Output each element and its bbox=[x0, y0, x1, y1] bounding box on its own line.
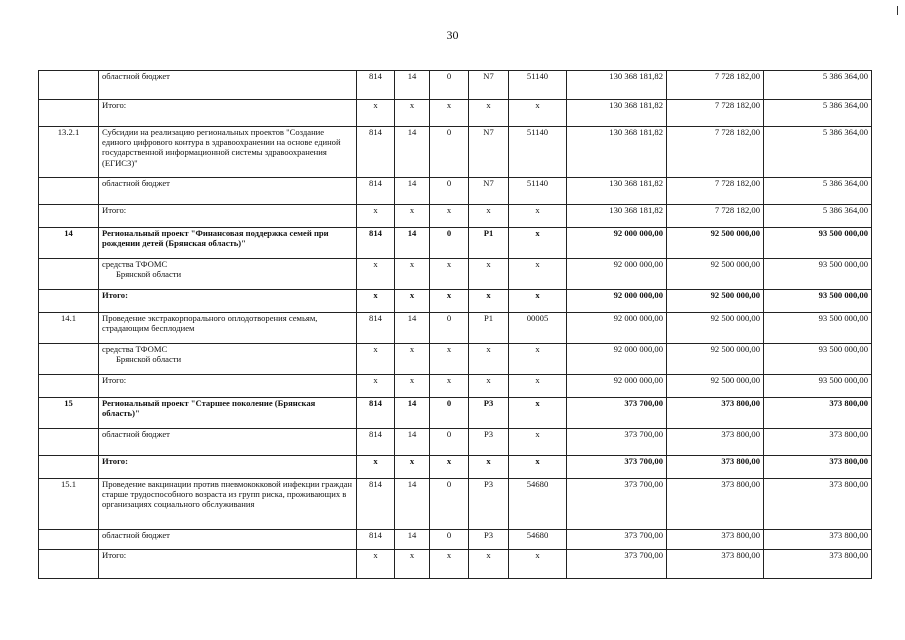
amount-year-1: 373 700,00 bbox=[567, 530, 667, 550]
row-index bbox=[39, 205, 99, 228]
description-text: областной бюджет bbox=[102, 530, 170, 540]
code-program: x bbox=[430, 259, 469, 290]
row-index: 15 bbox=[39, 398, 99, 429]
table-row bbox=[39, 71, 872, 100]
row-description bbox=[99, 456, 357, 479]
code-project: P3 bbox=[469, 530, 509, 550]
row-description bbox=[99, 344, 357, 375]
amount-year-2: 373 800,00 bbox=[667, 398, 764, 429]
code-ministry: x bbox=[357, 100, 395, 127]
code-expense: 51140 bbox=[509, 127, 567, 178]
amount-year-2: 7 728 182,00 bbox=[667, 178, 764, 205]
code-project: x bbox=[469, 290, 509, 313]
code-project: N7 bbox=[469, 127, 509, 178]
table-row bbox=[39, 344, 872, 375]
table-row bbox=[39, 550, 872, 579]
code-section: x bbox=[395, 290, 430, 313]
code-program: x bbox=[430, 290, 469, 313]
description-text: Итого: bbox=[102, 290, 128, 300]
amount-year-1: 130 368 181,82 bbox=[567, 205, 667, 228]
code-section: x bbox=[395, 375, 430, 398]
code-ministry: 814 bbox=[357, 127, 395, 178]
table-row bbox=[39, 398, 872, 429]
row-index bbox=[39, 429, 99, 456]
code-ministry: x bbox=[357, 344, 395, 375]
amount-year-3: 373 800,00 bbox=[764, 479, 872, 530]
amount-year-3: 373 800,00 bbox=[764, 550, 872, 579]
row-index bbox=[39, 100, 99, 127]
amount-year-1: 130 368 181,82 bbox=[567, 127, 667, 178]
amount-year-3: 93 500 000,00 bbox=[764, 259, 872, 290]
code-program: 0 bbox=[430, 479, 469, 530]
row-index: 14 bbox=[39, 228, 99, 259]
code-project: x bbox=[469, 456, 509, 479]
amount-year-1: 92 000 000,00 bbox=[567, 228, 667, 259]
amount-year-3: 373 800,00 bbox=[764, 429, 872, 456]
amount-year-1: 92 000 000,00 bbox=[567, 290, 667, 313]
code-section: x bbox=[395, 100, 430, 127]
amount-year-2: 373 800,00 bbox=[667, 530, 764, 550]
code-expense: x bbox=[509, 550, 567, 579]
row-description bbox=[99, 290, 357, 313]
amount-year-2: 7 728 182,00 bbox=[667, 127, 764, 178]
amount-year-2: 373 800,00 bbox=[667, 550, 764, 579]
code-program: 0 bbox=[430, 71, 469, 100]
code-project: x bbox=[469, 259, 509, 290]
table-row bbox=[39, 429, 872, 456]
amount-year-3: 373 800,00 bbox=[764, 456, 872, 479]
description-text: Субсидии на реализацию региональных проектов "Создание единого цифрового контура в здравоохранении на основе единой государственной информационной системы здравоохранения (ЕГИСЗ)" bbox=[102, 127, 341, 168]
budget-table bbox=[38, 70, 872, 579]
table-row bbox=[39, 456, 872, 479]
code-section: 14 bbox=[395, 398, 430, 429]
code-program: 0 bbox=[430, 429, 469, 456]
table-row bbox=[39, 259, 872, 290]
table-row bbox=[39, 375, 872, 398]
row-description bbox=[99, 100, 357, 127]
code-program: x bbox=[430, 550, 469, 579]
code-ministry: 814 bbox=[357, 479, 395, 530]
code-program: 0 bbox=[430, 313, 469, 344]
description-text: Итого: bbox=[102, 550, 127, 560]
table-row bbox=[39, 530, 872, 550]
row-index bbox=[39, 375, 99, 398]
description-text: Итого: bbox=[102, 456, 128, 466]
code-program: 0 bbox=[430, 228, 469, 259]
code-ministry: 814 bbox=[357, 228, 395, 259]
code-section: 14 bbox=[395, 530, 430, 550]
code-program: x bbox=[430, 456, 469, 479]
amount-year-3: 5 386 364,00 bbox=[764, 100, 872, 127]
code-section: x bbox=[395, 259, 430, 290]
table-row bbox=[39, 205, 872, 228]
table-row bbox=[39, 127, 872, 178]
amount-year-1: 92 000 000,00 bbox=[567, 259, 667, 290]
description-text: областной бюджет bbox=[102, 429, 170, 439]
code-expense: x bbox=[509, 456, 567, 479]
description-subline: Брянской области bbox=[116, 269, 182, 280]
amount-year-3: 5 386 364,00 bbox=[764, 178, 872, 205]
code-ministry: 814 bbox=[357, 178, 395, 205]
description-text: Региональный проект "Финансовая поддержка семей при рождении детей (Брянская область)" bbox=[102, 228, 329, 249]
row-description bbox=[99, 228, 357, 259]
row-description bbox=[99, 550, 357, 579]
code-program: 0 bbox=[430, 178, 469, 205]
code-project: P3 bbox=[469, 398, 509, 429]
row-index bbox=[39, 290, 99, 313]
description-text: Итого: bbox=[102, 100, 127, 110]
code-expense: 00005 bbox=[509, 313, 567, 344]
code-program: 0 bbox=[430, 127, 469, 178]
code-expense: 51140 bbox=[509, 178, 567, 205]
page-number: 30 bbox=[446, 28, 459, 42]
code-ministry: x bbox=[357, 550, 395, 579]
code-project: x bbox=[469, 344, 509, 375]
page-edge-mark bbox=[897, 6, 898, 15]
code-program: x bbox=[430, 375, 469, 398]
code-ministry: x bbox=[357, 259, 395, 290]
code-section: x bbox=[395, 550, 430, 579]
amount-year-3: 93 500 000,00 bbox=[764, 228, 872, 259]
row-index: 13.2.1 bbox=[39, 127, 99, 178]
table-row bbox=[39, 178, 872, 205]
code-ministry: x bbox=[357, 456, 395, 479]
amount-year-1: 373 700,00 bbox=[567, 398, 667, 429]
amount-year-1: 92 000 000,00 bbox=[567, 344, 667, 375]
code-section: 14 bbox=[395, 313, 430, 344]
amount-year-3: 373 800,00 bbox=[764, 398, 872, 429]
amount-year-2: 92 500 000,00 bbox=[667, 375, 764, 398]
row-index bbox=[39, 456, 99, 479]
code-section: 14 bbox=[395, 127, 430, 178]
amount-year-3: 373 800,00 bbox=[764, 530, 872, 550]
description-text: Региональный проект "Старшее поколение (Брянская область)" bbox=[102, 398, 316, 419]
amount-year-3: 93 500 000,00 bbox=[764, 375, 872, 398]
code-section: 14 bbox=[395, 178, 430, 205]
amount-year-2: 7 728 182,00 bbox=[667, 100, 764, 127]
row-description bbox=[99, 313, 357, 344]
amount-year-1: 92 000 000,00 bbox=[567, 375, 667, 398]
code-project: N7 bbox=[469, 178, 509, 205]
amount-year-2: 92 500 000,00 bbox=[667, 344, 764, 375]
amount-year-1: 373 700,00 bbox=[567, 479, 667, 530]
code-program: x bbox=[430, 344, 469, 375]
description-text: Итого: bbox=[102, 375, 127, 385]
code-section: x bbox=[395, 205, 430, 228]
code-project: x bbox=[469, 550, 509, 579]
row-description bbox=[99, 71, 357, 100]
code-expense: x bbox=[509, 375, 567, 398]
row-index bbox=[39, 71, 99, 100]
code-ministry: x bbox=[357, 205, 395, 228]
amount-year-1: 130 368 181,82 bbox=[567, 100, 667, 127]
row-index bbox=[39, 530, 99, 550]
amount-year-3: 5 386 364,00 bbox=[764, 205, 872, 228]
amount-year-1: 373 700,00 bbox=[567, 429, 667, 456]
code-project: P1 bbox=[469, 228, 509, 259]
code-expense: x bbox=[509, 259, 567, 290]
table-row bbox=[39, 228, 872, 259]
code-section: 14 bbox=[395, 71, 430, 100]
code-section: 14 bbox=[395, 228, 430, 259]
amount-year-1: 373 700,00 bbox=[567, 550, 667, 579]
row-index bbox=[39, 178, 99, 205]
amount-year-3: 5 386 364,00 bbox=[764, 127, 872, 178]
description-text: средства ТФОМС bbox=[102, 259, 168, 269]
code-ministry: 814 bbox=[357, 313, 395, 344]
code-program: x bbox=[430, 205, 469, 228]
code-ministry: x bbox=[357, 375, 395, 398]
row-description bbox=[99, 479, 357, 530]
code-ministry: 814 bbox=[357, 429, 395, 456]
description-text: областной бюджет bbox=[102, 178, 170, 188]
table-row bbox=[39, 290, 872, 313]
code-expense: x bbox=[509, 290, 567, 313]
amount-year-1: 130 368 181,82 bbox=[567, 178, 667, 205]
code-project: x bbox=[469, 100, 509, 127]
row-description bbox=[99, 429, 357, 456]
code-expense: 54680 bbox=[509, 530, 567, 550]
code-project: x bbox=[469, 375, 509, 398]
amount-year-1: 92 000 000,00 bbox=[567, 313, 667, 344]
amount-year-1: 373 700,00 bbox=[567, 456, 667, 479]
row-index: 14.1 bbox=[39, 313, 99, 344]
code-project: P1 bbox=[469, 313, 509, 344]
code-program: 0 bbox=[430, 398, 469, 429]
row-index bbox=[39, 344, 99, 375]
code-program: x bbox=[430, 100, 469, 127]
row-description bbox=[99, 127, 357, 178]
code-section: x bbox=[395, 344, 430, 375]
code-expense: x bbox=[509, 344, 567, 375]
table-row bbox=[39, 479, 872, 530]
code-ministry: 814 bbox=[357, 530, 395, 550]
amount-year-2: 92 500 000,00 bbox=[667, 313, 764, 344]
code-section: 14 bbox=[395, 429, 430, 456]
amount-year-3: 93 500 000,00 bbox=[764, 313, 872, 344]
code-section: x bbox=[395, 456, 430, 479]
amount-year-2: 373 800,00 bbox=[667, 479, 764, 530]
table-row bbox=[39, 313, 872, 344]
amount-year-1: 130 368 181,82 bbox=[567, 71, 667, 100]
code-project: N7 bbox=[469, 71, 509, 100]
row-index bbox=[39, 259, 99, 290]
row-description bbox=[99, 398, 357, 429]
description-text: Проведение вакцинации против пневмококковой инфекции граждан старше трудоспособного возраста из групп риска, проживающих в организациях социального обслуживания bbox=[102, 479, 352, 510]
code-expense: x bbox=[509, 205, 567, 228]
code-ministry: 814 bbox=[357, 71, 395, 100]
row-index: 15.1 bbox=[39, 479, 99, 530]
row-index bbox=[39, 550, 99, 579]
description-text: средства ТФОМС bbox=[102, 344, 168, 354]
code-expense: x bbox=[509, 398, 567, 429]
code-project: P3 bbox=[469, 479, 509, 530]
amount-year-2: 7 728 182,00 bbox=[667, 71, 764, 100]
amount-year-2: 92 500 000,00 bbox=[667, 228, 764, 259]
amount-year-3: 5 386 364,00 bbox=[764, 71, 872, 100]
amount-year-2: 92 500 000,00 bbox=[667, 259, 764, 290]
row-description bbox=[99, 259, 357, 290]
row-description bbox=[99, 375, 357, 398]
description-text: областной бюджет bbox=[102, 71, 170, 81]
code-expense: 54680 bbox=[509, 479, 567, 530]
amount-year-3: 93 500 000,00 bbox=[764, 290, 872, 313]
code-program: 0 bbox=[430, 530, 469, 550]
code-expense: x bbox=[509, 100, 567, 127]
table-row bbox=[39, 100, 872, 127]
code-section: 14 bbox=[395, 479, 430, 530]
amount-year-2: 373 800,00 bbox=[667, 456, 764, 479]
amount-year-2: 373 800,00 bbox=[667, 429, 764, 456]
amount-year-3: 93 500 000,00 bbox=[764, 344, 872, 375]
description-text: Проведение экстракорпорального оплодотворения семьям, страдающим бесплодием bbox=[102, 313, 318, 334]
code-project: x bbox=[469, 205, 509, 228]
code-expense: 51140 bbox=[509, 71, 567, 100]
row-description bbox=[99, 178, 357, 205]
code-ministry: 814 bbox=[357, 398, 395, 429]
row-description bbox=[99, 205, 357, 228]
amount-year-2: 92 500 000,00 bbox=[667, 290, 764, 313]
description-subline: Брянской области bbox=[116, 354, 182, 365]
row-description bbox=[99, 530, 357, 550]
code-expense: x bbox=[509, 228, 567, 259]
code-expense: x bbox=[509, 429, 567, 456]
code-ministry: x bbox=[357, 290, 395, 313]
description-text: Итого: bbox=[102, 205, 127, 215]
amount-year-2: 7 728 182,00 bbox=[667, 205, 764, 228]
code-project: P3 bbox=[469, 429, 509, 456]
